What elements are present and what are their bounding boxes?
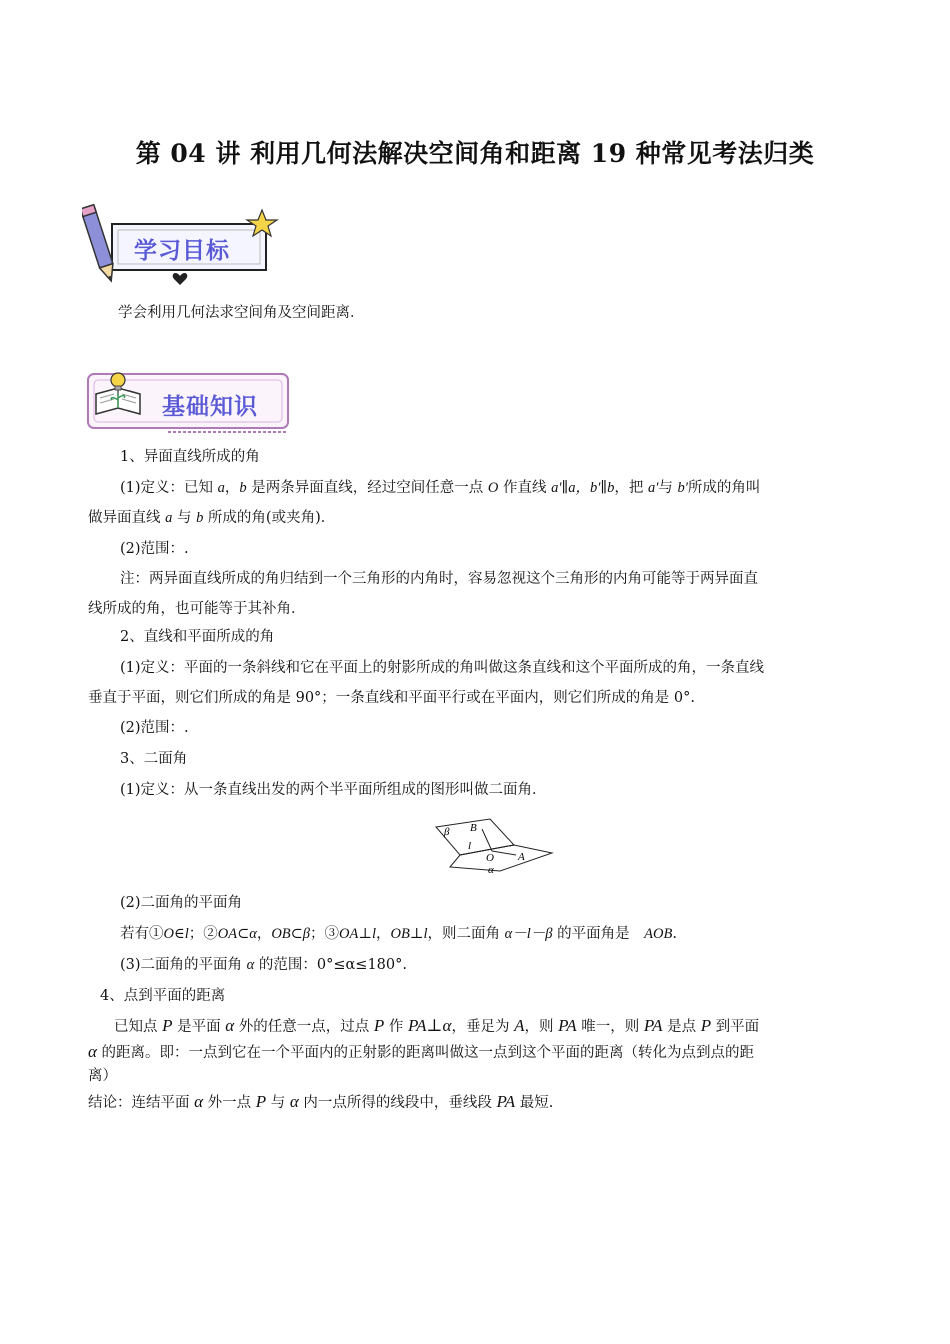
dihedral-angle-figure xyxy=(430,815,555,881)
section-3-conditions: 若有①O∈l；②OA⊂α，OB⊂β；③OA⊥l，OB⊥l，则二面角 α－l－β 的平面角是 AOB. xyxy=(120,926,677,942)
page-title: 第 04 讲 利用几何法解决空间角和距离 19 种常见考法归类 xyxy=(135,139,815,168)
label-l: l xyxy=(468,840,472,852)
section-4-line-2: α 的距离。即：一点到它在一个平面内的正射影的距离叫做这一点到这个平面的距离（转化为点到点的距 xyxy=(88,1042,755,1061)
section-1-range: (2)范围：. xyxy=(120,541,189,557)
section-3-plane-angle: (2)二面角的平面角 xyxy=(120,895,243,911)
label-alpha: α xyxy=(488,864,494,876)
section-3-definition: (1)定义：从一条直线出发的两个半平面所组成的图形叫做二面角． xyxy=(120,782,547,798)
learning-goals-label: 学习目标 xyxy=(134,238,230,264)
section-4-conclusion: 结论：连结平面 α 外一点 P 与 α 内一点所得的线段中，垂线段 PA 最短. xyxy=(88,1092,554,1111)
label-A: A xyxy=(518,851,525,863)
section-3-heading: 3、二面角 xyxy=(120,751,188,767)
section-4-line-1: 已知点 P 是平面 α 外的任意一点，过点 P 作 PA⊥α，垂足为 A，则 PA 唯一，则 PA 是点 P 到平面 xyxy=(114,1016,760,1035)
section-3-range: (3)二面角的平面角 α 的范围：0°≤α≤180°. xyxy=(120,957,407,973)
learning-goals-badge xyxy=(82,198,282,288)
dihedral-diagram xyxy=(430,815,555,877)
basic-knowledge-badge xyxy=(86,370,292,438)
section-1-heading: 1、异面直线所成的角 xyxy=(120,449,260,465)
label-beta: β xyxy=(444,826,450,838)
section-2-definition: (1)定义：平面的一条斜线和它在平面上的射影所成的角叫做这条直线和这个平面所成的角，一条直线 xyxy=(120,660,765,676)
section-1-definition: (1)定义：已知 a，b 是两条异面直线，经过空间任意一点 O 作直线 a′∥a，b′∥b，把 a′与 b′所成的角叫 xyxy=(120,480,761,496)
basic-knowledge-label: 基础知识 xyxy=(162,394,258,420)
section-2-definition-cont: 垂直于平面，则它们所成的角是 90°；一条直线和平面平行或在平面内，则它们所成的角是 0°. xyxy=(88,690,695,706)
section-1-definition-cont: 做异面直线 a 与 b 所成的角(或夹角)． xyxy=(88,510,336,526)
section-1-note-cont: 线所成的角，也可能等于其补角． xyxy=(88,601,306,617)
goal-text: 学会利用几何法求空间角及空间距离． xyxy=(118,305,365,321)
section-4-heading: 4、点到平面的距离 xyxy=(100,988,226,1004)
label-B: B xyxy=(470,822,477,834)
label-O: O xyxy=(486,852,494,864)
section-4-line-3: 离） xyxy=(88,1068,117,1084)
section-2-range: (2)范围：. xyxy=(120,720,189,736)
section-2-heading: 2、直线和平面所成的角 xyxy=(120,629,275,645)
section-1-note: 注：两异面直线所成的角归结到一个三角形的内角时，容易忽视这个三角形的内角可能等于两异面直 xyxy=(120,571,758,587)
